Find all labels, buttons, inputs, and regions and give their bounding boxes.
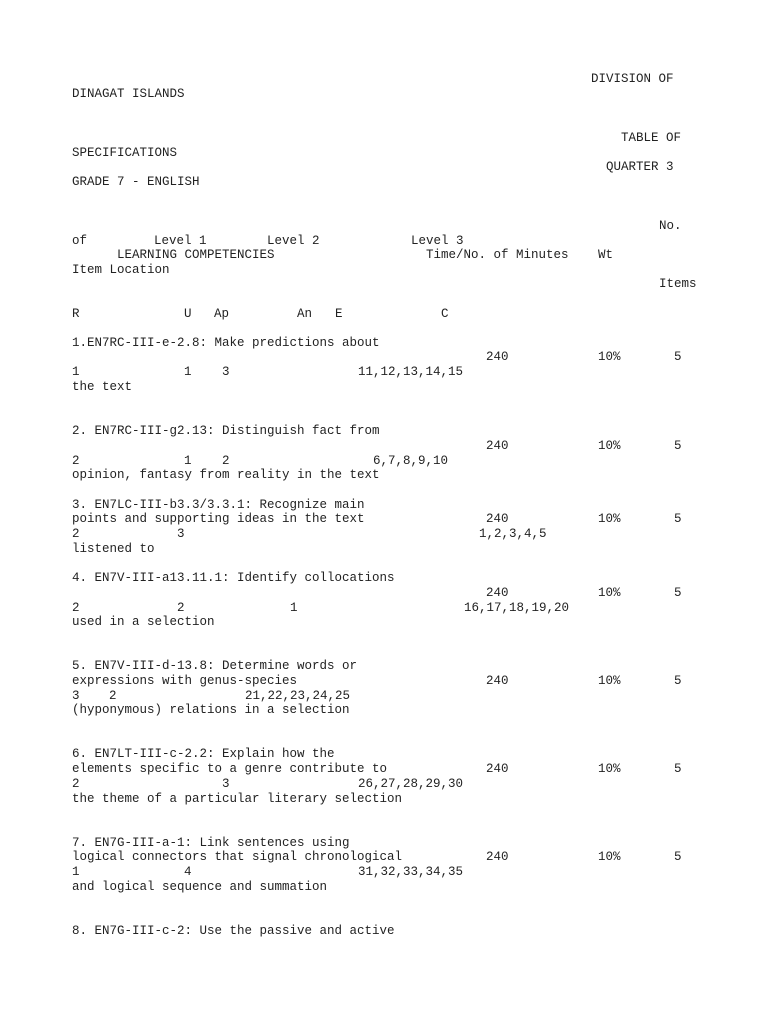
header-grade: GRADE 7 - ENGLISH <box>72 175 200 189</box>
row-3-items: 5 <box>674 512 682 526</box>
row-2-items: 5 <box>674 439 682 453</box>
row-3-u: 3 <box>177 527 185 541</box>
col-r: R <box>72 307 80 321</box>
row-6-text: 6. EN7LT-III-c-2.2: Explain how the <box>72 747 335 761</box>
col-items: Items <box>659 277 697 291</box>
col-time: Time/No. of Minutes <box>426 248 569 262</box>
row-3-text: 3. EN7LC-III-b3.3/3.3.1: Recognize main <box>72 498 365 512</box>
row-6-text-end: the theme of a particular literary selection <box>72 792 403 806</box>
row-3-location: 1,2,3,4,5 <box>479 527 547 541</box>
row-5-text: 5. EN7V-III-d-13.8: Determine words or <box>72 659 358 673</box>
row-1-text-end: the text <box>72 380 133 394</box>
row-5-items: 5 <box>674 674 682 688</box>
row-7-text-end: and logical sequence and summation <box>72 880 328 894</box>
row-3-time: 240 <box>486 512 509 526</box>
col-wt: Wt <box>598 248 614 262</box>
col-item-location: Item Location <box>72 263 170 277</box>
row-4-location: 16,17,18,19,20 <box>464 601 570 615</box>
row-2-wt: 10% <box>598 439 621 453</box>
row-1-ap: 3 <box>222 365 230 379</box>
col-c: C <box>441 307 449 321</box>
col-level1: Level 1 <box>154 234 207 248</box>
row-1-location: 11,12,13,14,15 <box>358 365 464 379</box>
row-4-text: 4. EN7V-III-a13.11.1: Identify collocations <box>72 571 395 585</box>
row-6-r: 2 <box>72 777 80 791</box>
row-1-time: 240 <box>486 350 509 364</box>
row-6-items: 5 <box>674 762 682 776</box>
row-2-time: 240 <box>486 439 509 453</box>
row-5-time: 240 <box>486 674 509 688</box>
col-e: E <box>335 307 343 321</box>
row-4-r: 2 <box>72 601 80 615</box>
row-3-wt: 10% <box>598 512 621 526</box>
col-learning-competencies: LEARNING COMPETENCIES <box>117 248 275 262</box>
row-2-ap: 2 <box>222 454 230 468</box>
row-4-text-end: used in a selection <box>72 615 215 629</box>
row-2-location: 6,7,8,9,10 <box>373 454 449 468</box>
row-4-an: 1 <box>290 601 298 615</box>
row-7-time: 240 <box>486 850 509 864</box>
row-7-text-2: logical connectors that signal chronological <box>72 850 403 864</box>
row-2-text-end: opinion, fantasy from reality in the text <box>72 468 380 482</box>
col-an: An <box>297 307 313 321</box>
row-7-wt: 10% <box>598 850 621 864</box>
row-5-u: 2 <box>109 689 117 703</box>
header-specifications: SPECIFICATIONS <box>72 146 178 160</box>
row-7-location: 31,32,33,34,35 <box>358 865 464 879</box>
col-no: No. <box>659 219 682 233</box>
row-8-text: 8. EN7G-III-c-2: Use the passive and active <box>72 924 395 938</box>
col-u: U <box>184 307 192 321</box>
row-6-text-2: elements specific to a genre contribute to <box>72 762 388 776</box>
row-1-u: 1 <box>184 365 192 379</box>
row-1-r: 1 <box>72 365 80 379</box>
row-1-wt: 10% <box>598 350 621 364</box>
row-6-location: 26,27,28,29,30 <box>358 777 464 791</box>
row-3-text-end: listened to <box>72 542 155 556</box>
row-3-r: 2 <box>72 527 80 541</box>
row-2-text: 2. EN7RC-III-g2.13: Distinguish fact from <box>72 424 380 438</box>
row-7-text: 7. EN7G-III-a-1: Link sentences using <box>72 836 350 850</box>
row-4-u: 2 <box>177 601 185 615</box>
row-4-time: 240 <box>486 586 509 600</box>
row-6-u: 3 <box>222 777 230 791</box>
row-2-r: 2 <box>72 454 80 468</box>
header-quarter: QUARTER 3 <box>606 160 674 174</box>
row-4-items: 5 <box>674 586 682 600</box>
row-7-items: 5 <box>674 850 682 864</box>
row-7-r: 1 <box>72 865 80 879</box>
row-5-text-end: (hyponymous) relations in a selection <box>72 703 350 717</box>
row-5-location: 21,22,23,24,25 <box>245 689 351 703</box>
row-2-u: 1 <box>184 454 192 468</box>
col-level3: Level 3 <box>411 234 464 248</box>
row-1-text: 1.EN7RC-III-e-2.8: Make predictions about <box>72 336 380 350</box>
row-6-time: 240 <box>486 762 509 776</box>
row-5-text-2: expressions with genus-species <box>72 674 298 688</box>
row-7-u: 4 <box>184 865 192 879</box>
header-division-of: DIVISION OF <box>591 72 674 86</box>
col-level2: Level 2 <box>267 234 320 248</box>
row-3-text-2: points and supporting ideas in the text <box>72 512 365 526</box>
header-dinagat: DINAGAT ISLANDS <box>72 87 185 101</box>
row-1-items: 5 <box>674 350 682 364</box>
row-5-wt: 10% <box>598 674 621 688</box>
row-6-wt: 10% <box>598 762 621 776</box>
col-ap: Ap <box>214 307 230 321</box>
row-4-wt: 10% <box>598 586 621 600</box>
header-table-of: TABLE OF <box>621 131 682 145</box>
col-of: of <box>72 234 88 248</box>
row-5-r: 3 <box>72 689 80 703</box>
